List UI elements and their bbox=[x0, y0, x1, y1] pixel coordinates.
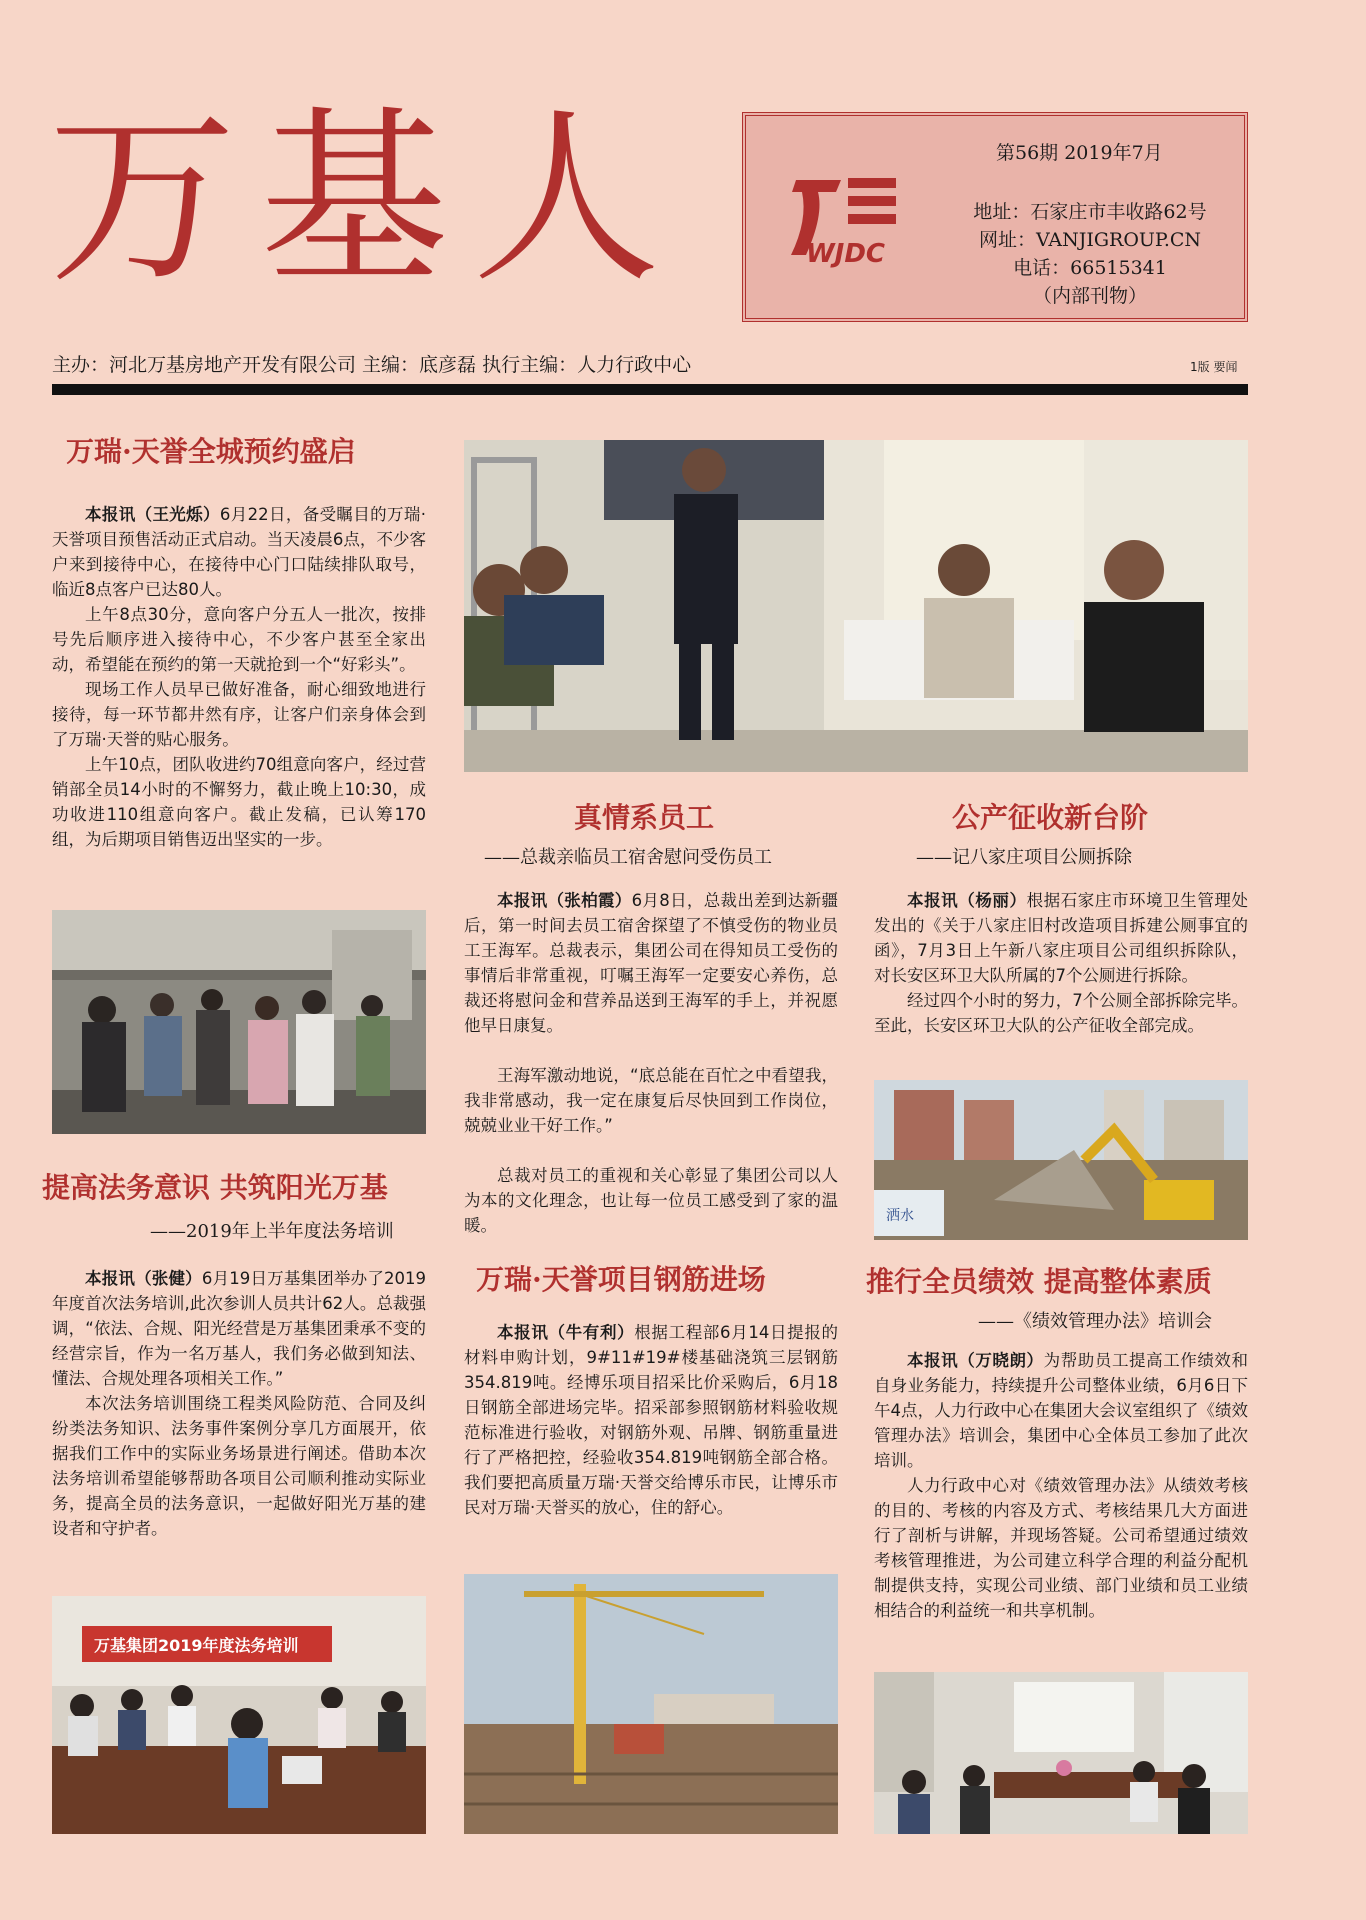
a5-lead: 本报讯（牛有利） bbox=[497, 1323, 635, 1342]
a3-headline: 公产征收新台阶 bbox=[952, 801, 1149, 834]
photo-construction-site bbox=[464, 1574, 838, 1834]
issue-info-box bbox=[742, 112, 1248, 322]
a3-body: 本报讯（杨丽）根据石家庄市环境卫生管理处发出的《关于八家庄旧村改造项目拆建公厕事宜的函》，7月3日上午新八家庄项目公司组织拆除队，对长安区环卫大队所属的7个公厕进行拆除。 经过四个小时的努力，7个公厕全部拆除完毕。至此，长安区环卫大队的公产征收全部完成。 bbox=[874, 891, 1249, 1035]
a2-lead: 本报讯（张柏霞） bbox=[497, 891, 632, 910]
issue-number: 第56期 2019年7月 bbox=[996, 142, 1163, 164]
a5-headline: 万瑞·天誉项目钢筋进场 bbox=[476, 1263, 766, 1296]
a3-subhead: ——记八家庄项目公厕拆除 bbox=[916, 847, 1132, 868]
header-rule bbox=[52, 384, 1248, 395]
a1-body: 本报讯（王光烁）6月22日，备受瞩目的万瑞·天誉项目预售活动正式启动。当天凌晨6点，不少客户来到接待中心，在接待中心门口陆续排队取号，临近8点客户已达80人。 上午8点30分，意向客户分五人一批次，按排号先后顺序进入接待中心，不少客户甚至全家出动，希望能在预约的第一天就抢到一个“好彩头”。 现场工作人员早已做好准备，耐心细致地进行接待，每一环节都井然有序，让客户们亲身体会到了万瑞·天誉的贴心服务。 上午10点，团队收进约70组意向客户，经过营销部全员14小时的不懈努力，截止晚上10:30，成功收进110组意向客户。截止发稿，已认筹170组，为后期项目销售迈出坚实的一步。 bbox=[52, 505, 426, 849]
logo-text: WJDC bbox=[806, 239, 886, 269]
a4-body: 本报讯（张健）6月19日万基集团举办了2019年度首次法务培训,此次参训人员共计62人。总裁强调，“依法、合规、阳光经营是万基集团秉承不变的经营宗旨，作为一名万基人，我们务必做到知法、懂法、合规处理各项相关工作。” 本次法务培训围绕工程类风险防范、合同及纠纷类法务知识、法务事件案例分享几方面展开，依据我们工作中的实际业务场景进行阐述。借助本次法务培训希望能够帮助各项目公司顺利推动实际业务，提高全员的法务意识，一起做好阳光万基的建设者和守护者。 bbox=[52, 1269, 426, 1538]
page-label: 1版 要闻 bbox=[1190, 360, 1238, 374]
a6-lead: 本报讯（万晓朗） bbox=[907, 1351, 1044, 1370]
phone: 电话：66515341 bbox=[1013, 257, 1167, 279]
a1-lead: 本报讯（王光烁） bbox=[85, 505, 220, 524]
truck-text: 洒水 bbox=[886, 1208, 914, 1224]
internal-note: （内部刊物） bbox=[1032, 285, 1147, 307]
photo-legal-training bbox=[52, 1596, 426, 1834]
a2-subhead: ——总裁亲临员工宿舍慰问受伤员工 bbox=[484, 847, 772, 868]
website: 网址：VANJIGROUP.CN bbox=[978, 229, 1202, 251]
company-logo bbox=[766, 160, 906, 280]
a2-body: 本报讯（张柏霞）6月8日，总裁出差到达新疆后，第一时间去员工宿舍探望了不慎受伤的物业员工王海军。总裁表示，集团公司在得知员工受伤的事情后非常重视，叮嘱王海军一定要安心养伤，总裁还将慰问金和营养品送到王海军的手上，并祝愿他早日康复。 王海军激动地说，“底总能在百忙之中看望我，我非常感动，我一定在康复后尽快回到工作岗位，兢兢业业干好工作。” 总裁对员工的重视和关心彰显了集团公司以人为本的文化理念，也让每一位员工感受到了家的温暖。 bbox=[464, 891, 839, 1235]
a4-subhead: ——2019年上半年度法务培训 bbox=[150, 1221, 394, 1242]
training-banner-text: 万基集团2019年度法务培训 bbox=[94, 1636, 299, 1655]
a3-lead: 本报讯（杨丽） bbox=[907, 891, 1027, 910]
a6-headline: 推行全员绩效 提高整体素质 bbox=[866, 1265, 1212, 1298]
photo-dormitory-visit bbox=[464, 440, 1248, 772]
photo-demolition bbox=[874, 1080, 1248, 1240]
a1-headline: 万瑞·天誉全城预约盛启 bbox=[66, 435, 356, 468]
newspaper-title: 万基人 bbox=[48, 90, 684, 309]
a6-body: 本报讯（万晓朗）为帮助员工提高工作绩效和自身业务能力，持续提升公司整体业绩，6月6日下午4点，人力行政中心在集团大会议室组织了《绩效管理办法》培训会，集团中心全体员工参加了此次培训。 人力行政中心对《绩效管理办法》从绩效考核的目的、考核的内容及方式、考核结果几大方面进行了剖析与讲解，并现场答疑。公司希望通过绩效考核管理推进，为公司建立科学合理的利益分配机制提供支持，实现公司业绩、部门业绩和员工业绩相结合的利益统一和共享机制。 bbox=[874, 1351, 1249, 1620]
a2-headline: 真情系员工 bbox=[574, 801, 715, 834]
a5-body: 本报讯（牛有利）根据工程部6月14日提报的材料申购计划，9#11#19#楼基础浇筑三层钢筋354.819吨。经博乐项目招采比价采购后，6月18日钢筋全部进场完毕。招采部参照钢筋材料验收规范标准进行验收，对钢筋外观、吊牌、钢筋重量进行了严格把控，经验收354.819吨钢筋全部合格。我们要把高质量万瑞·天誉交给博乐市民，让博乐市民对万瑞·天誉买的放心，住的舒心。 bbox=[464, 1323, 838, 1517]
credits-line: 主办：河北万基房地产开发有限公司 主编：底彦磊 执行主编：人力行政中心 bbox=[52, 354, 692, 376]
a4-headline: 提高法务意识 共筑阳光万基 bbox=[42, 1171, 388, 1204]
address: 地址：石家庄市丰收路62号 bbox=[973, 201, 1207, 223]
photo-sales-center bbox=[52, 910, 426, 1134]
a6-subhead: ——《绩效管理办法》培训会 bbox=[978, 1311, 1212, 1332]
a4-lead: 本报讯（张健） bbox=[85, 1269, 202, 1288]
photo-performance-training bbox=[874, 1672, 1248, 1834]
